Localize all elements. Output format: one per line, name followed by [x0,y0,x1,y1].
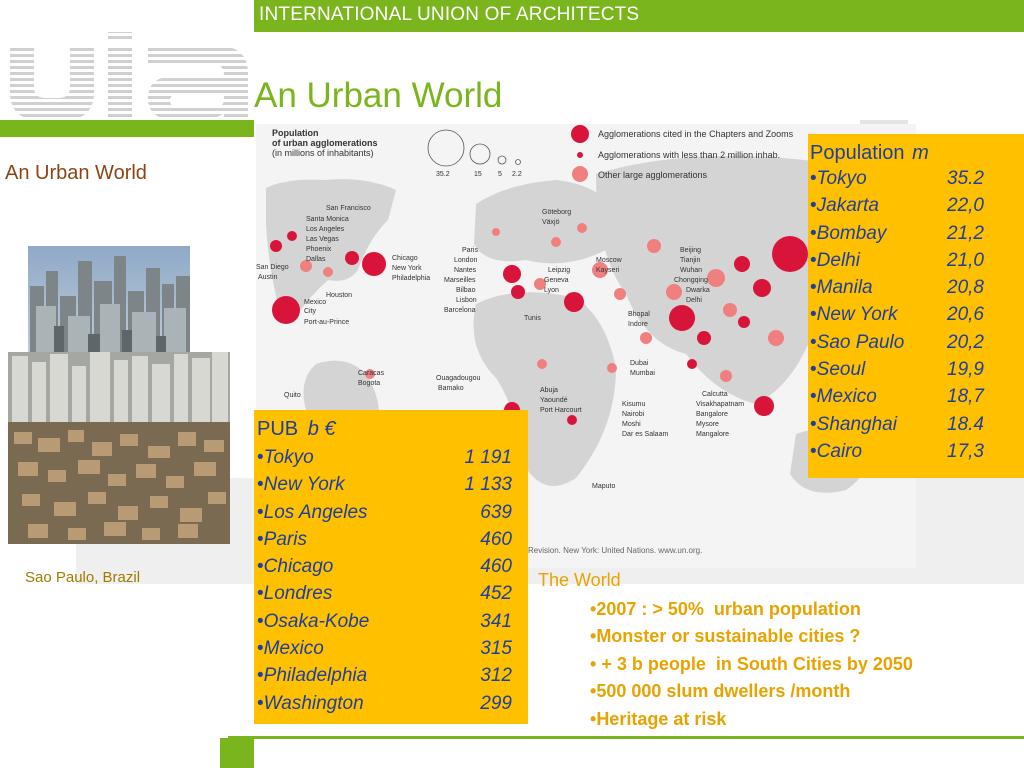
population-city: Seoul [816,359,866,381]
city-label-ouagadougou: Ouagadougou [436,375,481,382]
bullet-icon: • [590,626,597,647]
pub-value: 460 [480,556,512,578]
population-row [810,274,1024,301]
city-label-los-angeles: Los Angeles [306,226,345,233]
bullet-icon: • [810,304,817,326]
pub-value: 1 133 [464,474,512,496]
world-item-text: Monster or sustainable cities ? [596,626,861,647]
world-list-item [590,596,913,623]
scale-label-1: 35.2 [436,171,450,178]
city-label-santa-monica: Santa Monica [306,216,349,223]
pub-title [257,418,528,441]
pub-panel [254,410,528,724]
city-label-port-au-prince: Port-au-Prince [304,319,350,326]
world-list-item [590,678,913,705]
city-label-goteborg: Göteborg [542,209,572,216]
city-label-barcelona: Barcelona [444,307,476,314]
bullet-icon: • [590,708,597,729]
bullet-icon: • [257,556,264,578]
world-item-text: 500 000 slum dwellers /month [596,681,851,702]
pub-city: Osaka-Kobe [263,610,370,632]
legend-marker-small [577,152,583,158]
city-label-lisbon: Lisbon [456,297,477,304]
city-label-city: City [304,308,317,315]
organization-title: INTERNATIONAL UNION OF ARCHITECTS [259,4,640,25]
pub-city: Paris [263,528,307,550]
population-row [810,165,1024,192]
city-label-mysore: Mysore [696,421,719,428]
city-label-san-francisco: San Francisco [326,205,371,212]
population-value: 20,8 [947,277,984,299]
city-label-nairobi: Nairobi [622,411,645,418]
map-source: Revision. New York: United Nations. www.un.org. [528,546,703,555]
world-list [590,596,913,733]
population-row [810,329,1024,356]
bullet-icon: • [810,277,817,299]
city-label-calcutta: Calcutta [702,391,728,398]
world-item-text: 2007 : > 50% urban population [596,599,861,619]
pub-value: 460 [480,528,512,550]
population-city: Manila [816,277,873,299]
bullet-icon: • [257,610,264,632]
population-value: 21,2 [947,222,984,244]
bullet-icon: • [810,440,817,462]
green-strip [0,120,254,137]
city-label-port-harcourt: Port Harcourt [540,407,582,414]
pub-city: Tokyo [263,447,314,468]
city-label-beijing: Beijing [680,247,702,254]
pub-title-unit: b € [307,418,336,440]
population-row [810,192,1024,219]
city-label-bhopal: Bhopal [628,311,650,318]
city-label-nantes: Nantes [454,267,477,274]
bullet-icon: • [590,681,597,702]
population-row [810,301,1024,328]
population-value: 19,9 [947,359,984,381]
population-city: Cairo [816,440,863,462]
city-label-houston: Houston [326,292,353,299]
world-list-item [590,706,913,733]
population-city: Bombay [816,222,887,244]
population-city: Jakarta [816,195,879,217]
city-label-london: London [454,257,478,264]
world-list-item [590,651,913,678]
city-label-indore: Indore [628,321,648,328]
population-city: Delhi [816,249,860,271]
city-label-mumbai: Mumbai [630,370,655,377]
population-city: Tokyo [816,168,867,189]
pub-row [257,499,528,526]
pub-value: 452 [480,583,512,605]
city-label-delhi: Delhi [686,297,702,304]
city-label-las-vegas: Las Vegas [306,236,339,243]
bullet-icon: • [810,359,817,381]
city-label-dallas: Dallas [306,256,326,263]
pub-city: Londres [263,583,333,605]
population-title-label: Population [810,142,905,164]
bullet-icon: • [257,528,264,550]
pub-row [257,444,528,471]
city-label-moscow: Moscow [596,257,622,264]
city-label-bogota: Bogota [358,380,381,387]
city-label-wuhan: Wuhan [680,267,703,274]
city-label-caracas: Caracas [358,370,385,377]
bullet-icon: • [257,665,264,687]
city-label-maputo: Maputo [592,483,616,490]
pub-row [257,635,528,662]
population-value: 17,3 [947,440,984,462]
city-label-dubai: Dubai [630,360,649,367]
uia-logo [0,30,254,122]
city-label-bamako: Bamako [438,385,464,392]
world-list-item [590,623,913,650]
city-label-quito: Quito [284,392,301,399]
bullet-icon: • [590,653,597,674]
bullet-icon: • [590,599,597,619]
pub-city: New York [263,474,345,496]
population-city: New York [816,304,898,326]
map-title-line1: Population [272,128,319,138]
pub-value: 315 [480,638,512,660]
population-title [810,142,1024,165]
bullet-icon: • [810,195,817,217]
pub-value: 312 [480,665,512,687]
legend-item-3: Other large agglomerations [598,170,708,180]
city-label-lyon: Lyon [544,287,559,294]
population-value: 20,6 [947,304,984,326]
city-label-kisumu: Kisumu [622,401,646,408]
pub-value: 299 [480,692,512,714]
population-value: 18.4 [947,413,984,435]
population-value: 20,2 [947,331,984,353]
bullet-icon: • [810,222,817,244]
population-row [810,356,1024,383]
city-label-leipzig: Leipzig [548,267,571,274]
pub-row [257,608,528,635]
population-value: 22,0 [947,195,984,217]
population-row [810,411,1024,438]
map-title-line2: of urban agglomerations [272,138,378,148]
pub-city: Mexico [263,638,324,660]
city-skyline-photo [28,246,190,366]
population-city: Sao Paulo [816,331,905,353]
bullet-icon: • [810,413,817,435]
pub-city: Chicago [263,556,334,578]
city-label-mangalore: Mangalore [696,431,730,438]
bullet-icon: • [257,638,264,660]
city-label-abuja: Abuja [540,387,558,394]
pub-row [257,553,528,580]
pub-row [257,580,528,607]
city-label-mexico: Mexico [304,299,327,306]
world-item-text: + 3 b people in South Cities by 2050 [596,653,913,674]
scale-label-4: 2.2 [512,171,522,178]
favela-photo [8,352,230,544]
pub-row [257,526,528,553]
pub-row [257,662,528,689]
bullet-icon: • [810,249,817,271]
population-city: Shanghai [816,413,897,435]
city-label-san-diego: San Diego [256,264,289,271]
population-value: 35.2 [947,168,984,189]
population-panel [808,134,1024,478]
pub-title-label: PUB [257,418,299,440]
scale-label-3: 5 [498,171,502,178]
city-label-philadelphia: Philadelphia [392,275,431,282]
pub-city: Philadelphia [263,665,368,687]
slide-title: An Urban World [254,76,503,115]
legend-item-1: Agglomerations cited in the Chapters and Zooms [598,129,794,139]
pub-value: 1 191 [464,447,512,468]
bottom-line [228,736,1024,739]
city-label-chongqing: Chongqing [674,277,708,284]
bullet-icon: • [257,583,264,605]
city-label-dwarka: Dwarka [686,287,710,294]
pub-value: 341 [480,610,512,632]
pub-city: Washington [263,692,364,714]
map-title-line3: (in millions of inhabitants) [272,148,374,158]
bottom-square [220,738,254,768]
legend-marker-large [571,125,589,143]
city-label-paris: Paris [462,247,478,254]
city-label-visakhapatnam: Visakhapatnam [696,401,745,408]
bullet-icon: • [810,331,817,353]
city-label-tianjin: Tianjin [680,257,701,264]
pub-row [257,471,528,498]
pub-city: Los Angeles [263,501,368,523]
city-label-austin: Austin [258,274,278,281]
city-label-bangalore: Bangalore [696,411,728,418]
city-label-dar-es-salaam: Dar es Salaam [622,431,669,438]
population-row [810,383,1024,410]
city-label-moshi: Moshi [622,421,641,428]
legend-item-2: Agglomerations with less than 2 million inhab. [598,150,781,160]
city-label-yaounde: Yaoundé [540,397,568,404]
population-row [810,220,1024,247]
city-label-chicago: Chicago [392,255,418,262]
bullet-icon: • [810,168,817,189]
bullet-icon: • [810,386,817,408]
bullet-icon: • [257,474,264,496]
scale-label-2: 15 [474,171,482,178]
city-label-new-york: New York [392,265,422,272]
bullet-icon: • [257,501,264,523]
population-row [810,438,1024,465]
bullet-icon: • [257,447,264,468]
pub-row [257,690,528,717]
city-label-bilbao: Bilbao [456,287,476,294]
world-item-text: Heritage at risk [596,708,727,729]
population-row [810,247,1024,274]
side-title: An Urban World [5,162,147,184]
legend-marker-other [572,166,588,182]
bullet-icon: • [257,692,264,714]
population-city: Mexico [816,386,877,408]
photo-caption: Sao Paulo, Brazil [25,569,141,586]
population-value: 18,7 [947,386,984,408]
city-label-tunis: Tunis [524,315,541,322]
world-title: The World [538,570,621,590]
city-label-phoenix: Phoenix [306,246,332,253]
city-label-vaxjo: Växjö [542,219,560,226]
city-label-marseilles: Marseilles [444,277,476,284]
city-label-kayseri: Kayseri [596,267,620,274]
city-label-geneva: Geneva [544,277,569,284]
population-value: 21,0 [947,249,984,271]
pub-value: 639 [480,501,512,523]
population-title-unit: m [912,142,929,164]
